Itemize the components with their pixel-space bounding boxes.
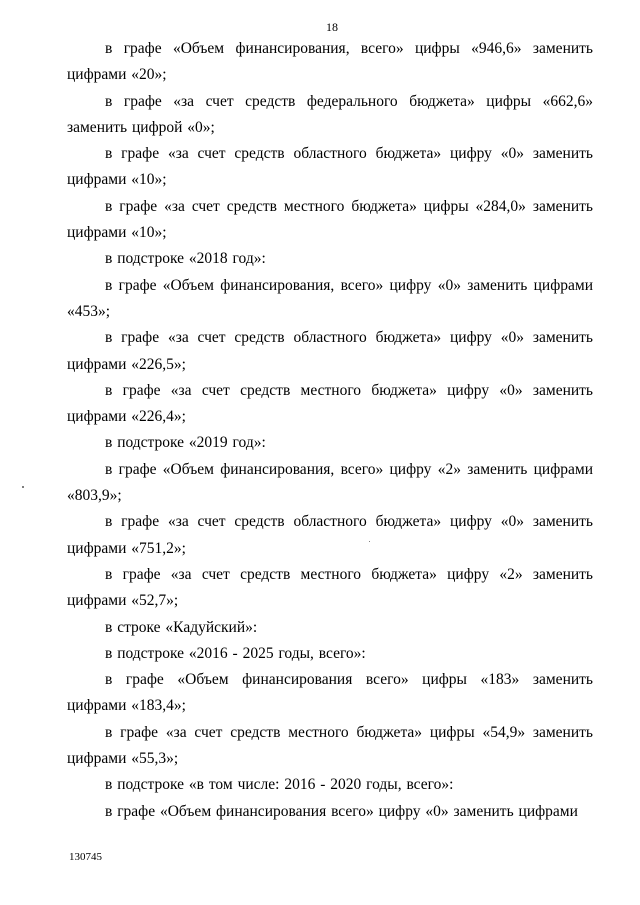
paragraph: в графе «за счет средств местного бюджета» цифры «284,0» заменить цифрами «10»; (67, 197, 593, 242)
paragraph: в графе «за счет средств областного бюджета» цифру «0» заменить цифрами «751,2»; (67, 513, 593, 557)
paragraph: в графе «за счет средств областного бюджета» цифру «0» заменить цифрами «226,5»; (67, 329, 593, 373)
paragraph: в подстроке «2016 - 2025 годы, всего»: (105, 644, 366, 662)
paragraph: в графе «Объем финансирования всего» цифру «0» заменить цифрами (105, 802, 578, 820)
paragraph: в подстроке «2018 год»: (105, 250, 266, 268)
paragraph: в графе «за счет средств федерального бюджета» цифры «662,6» заменить цифрой «0»; (67, 92, 593, 136)
paragraph: в графе «Объем финансирования, всего» цифру «0» заменить цифрами «453»; (67, 276, 593, 320)
scan-speck (369, 541, 370, 542)
paragraph: в графе «за счет средств местного бюджета» цифру «2» заменить цифрами «52,7»; (67, 565, 593, 610)
paragraph: в подстроке «2019 год»: (105, 434, 266, 452)
paragraph: в графе «Объем финансирования, всего» цифру «2» заменить цифрами «803,9»; (67, 460, 593, 505)
document-body (67, 36, 593, 825)
page-number: 18 (326, 20, 338, 34)
paragraph: в графе «за счет средств местного бюджета» цифру «0» заменить цифрами «226,4»; (67, 381, 593, 426)
paragraph: в подстроке «в том числе: 2016 - 2020 годы, всего»: (105, 776, 454, 794)
paragraph: в графе «Объем финансирования всего» цифры «183» заменить цифрами «183,4»; (67, 671, 593, 715)
paragraph: в строке «Кадуйский»: (105, 618, 258, 636)
paragraph: в графе «Объем финансирования, всего» цифры «946,6» заменить цифрами «20»; (67, 40, 593, 84)
paragraph: в графе «за счет средств местного бюджета» цифры «54,9» заменить цифрами «55,3»; (67, 723, 593, 768)
paragraph: в графе «за счет средств областного бюджета» цифру «0» заменить цифрами «10»; (67, 145, 593, 189)
document-number: 130745 (69, 851, 102, 863)
scan-speck (22, 486, 24, 488)
